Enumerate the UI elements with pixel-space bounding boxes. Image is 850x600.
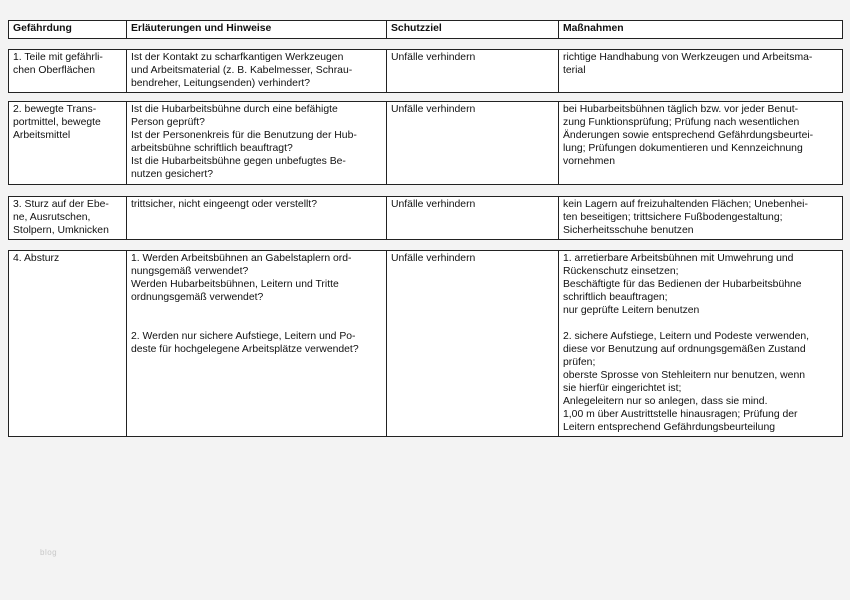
- hazard-cell: 1. Teile mit gefährli- chen Oberflächen: [9, 50, 127, 93]
- notes-cell: trittsicher, nicht eingeengt oder verstellt?: [127, 197, 387, 240]
- watermark-text: blog: [40, 548, 58, 557]
- row-table-2: [8, 101, 843, 185]
- row-table-3: [8, 196, 843, 240]
- header-measures: Maßnahmen: [559, 21, 843, 39]
- table-row: [9, 102, 843, 185]
- header-notes: Erläuterungen und Hinweise: [127, 21, 387, 39]
- notes-cell: Ist der Kontakt zu scharfkantigen Werkzeugen und Arbeitsmaterial (z. B. Kabelmesser, Schrau- bendreher, Leitungsenden) verhindert?: [127, 50, 387, 93]
- goal-cell: Unfälle verhindern: [387, 50, 559, 93]
- table-row: [9, 251, 843, 437]
- measures-cell: 1. arretierbare Arbeitsbühnen mit Umwehrung und Rückenschutz einsetzen; Beschäftigte für das Bedienen der Hubarbeitsbühne schriftlich beauftragen; nur geprüfte Leitern benutzen 2. sichere Aufstiege, Leitern und Podeste verwenden, diese vor Benutzung auf ordnungsgemäßen Zustand prüfen; oberste Sprosse von Stehleitern nur benutzen, wenn sie hierfür eingerichtet ist; Anlegeleitern nur so anlegen, dass sie mind. 1,00 m über Austrittstelle hinausragen; Prüfung der Leitern entsprechend Gefährdungsbeurteilung: [559, 251, 843, 437]
- goal-cell: Unfälle verhindern: [387, 251, 559, 437]
- header-hazard: Gefährdung: [9, 21, 127, 39]
- notes-cell: Ist die Hubarbeitsbühne durch eine befähigte Person geprüft? Ist der Personenkreis für die Benutzung der Hub- arbeitsbühne schriftlich beauftragt? Ist die Hubarbeitsbühne gegen unbefugtes Be- nutzen gesichert?: [127, 102, 387, 185]
- row-table-1: [8, 49, 843, 93]
- measures-cell: richtige Handhabung von Werkzeugen und Arbeitsma- terial: [559, 50, 843, 93]
- goal-cell: Unfälle verhindern: [387, 197, 559, 240]
- table-row: [9, 197, 843, 240]
- measures-cell: kein Lagern auf freizuhaltenden Flächen; Unebenhei- ten beseitigen; trittsichere Fußbodengestaltung; Sicherheitsschuhe benutzen: [559, 197, 843, 240]
- measures-cell: bei Hubarbeitsbühnen täglich bzw. vor jeder Benut- zung Funktionsprüfung; Prüfung nach wesentlichen Änderungen sowie entsprechend Gefährdungsbeurtei- lung; Prüfungen dokumentieren und Kennzeichnung vornehmen: [559, 102, 843, 185]
- header-row: [9, 21, 843, 39]
- hazard-cell: 2. bewegte Trans- portmittel, bewegte Arbeitsmittel: [9, 102, 127, 185]
- row-table-4: [8, 250, 843, 437]
- table-row: [9, 50, 843, 93]
- hazard-cell: 3. Sturz auf der Ebe- ne, Ausrutschen, Stolpern, Umknicken: [9, 197, 127, 240]
- goal-cell: Unfälle verhindern: [387, 102, 559, 185]
- header-table: [8, 20, 843, 39]
- hazard-cell: 4. Absturz: [9, 251, 127, 437]
- header-goal: Schutzziel: [387, 21, 559, 39]
- notes-cell: 1. Werden Arbeitsbühnen an Gabelstaplern ord- nungsgemäß verwendet? Werden Hubarbeitsbühnen, Leitern und Tritte ordnungsgemäß verwendet? 2. Werden nur sichere Aufstiege, Leitern und Po- deste für hochgelegene Arbeitsplätze verwendet?: [127, 251, 387, 437]
